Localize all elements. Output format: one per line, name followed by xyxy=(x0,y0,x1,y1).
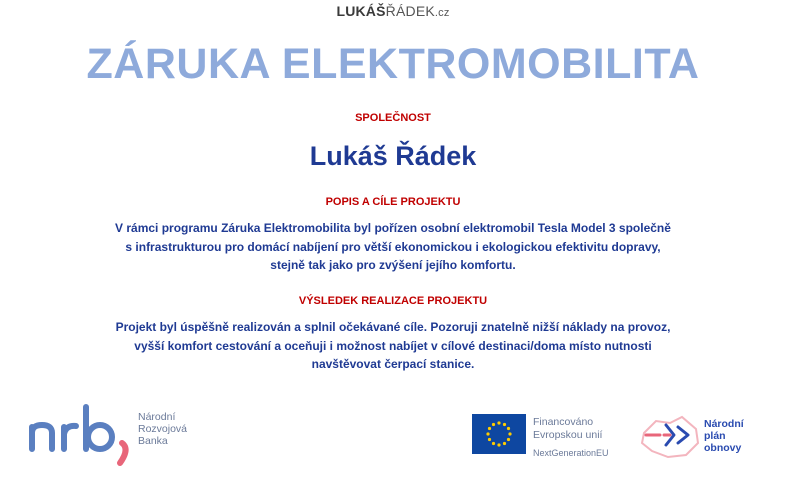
result-label: VÝSLEDEK REALIZACE PROJEKTU xyxy=(298,295,488,307)
result-line: navštěvovat čerpací stanice. xyxy=(311,357,475,371)
npo-text-line: Národní xyxy=(704,418,744,430)
description-line: s infrastrukturou pro domácí nabíjení pro větší ekonomickou i ekologickou efektivitu dopravy, xyxy=(125,239,661,254)
result-line: Projekt byl úspěšně realizován a splnil očekávané cíle. Pozoruji znatelně nižší náklady na provoz, xyxy=(115,320,671,334)
nrb-name-line: Banka xyxy=(138,435,168,447)
description-label: POPIS A CÍLE PROJEKTU xyxy=(325,196,461,208)
eu-text-line: Evropskou unií xyxy=(533,429,603,441)
npo-logo-icon xyxy=(638,411,702,463)
description-line: V rámci programu Záruka Elektromobilita byl pořízen osobní elektromobil Tesla Model 3 společně xyxy=(115,221,671,235)
eu-flag-icon xyxy=(472,414,526,454)
company-label: SPOLEČNOST xyxy=(355,112,431,124)
description-text xyxy=(60,219,726,275)
site-brand xyxy=(0,3,786,19)
brand-last: ŘÁDEK xyxy=(385,3,435,19)
eu-text-line: Financováno xyxy=(533,416,594,428)
nrb-logo-mark xyxy=(28,403,138,467)
description-line: stejně tak jako pro zvýšení jejího komfortu. xyxy=(270,258,516,272)
nrb-logo xyxy=(28,403,228,467)
result-text xyxy=(60,318,726,374)
result-line: vyšší komfort cestování a oceňuji i možnost nabíjet v cílové destinaci/doma místo nutnosti xyxy=(134,338,652,353)
nrb-name-line: Rozvojová xyxy=(138,423,188,435)
npo-text-line: obnovy xyxy=(704,442,742,454)
brand-first: LUKÁŠ xyxy=(336,3,386,19)
company-name: Lukáš Řádek xyxy=(309,141,477,171)
page-title: ZÁRUKA ELEKTROMOBILITA xyxy=(86,40,700,88)
nrb-name-line: Národní xyxy=(138,411,176,423)
eu-subtitle: NextGenerationEU xyxy=(533,448,609,458)
npo-text-line: plán xyxy=(704,430,726,442)
brand-tld: .cz xyxy=(434,7,450,19)
